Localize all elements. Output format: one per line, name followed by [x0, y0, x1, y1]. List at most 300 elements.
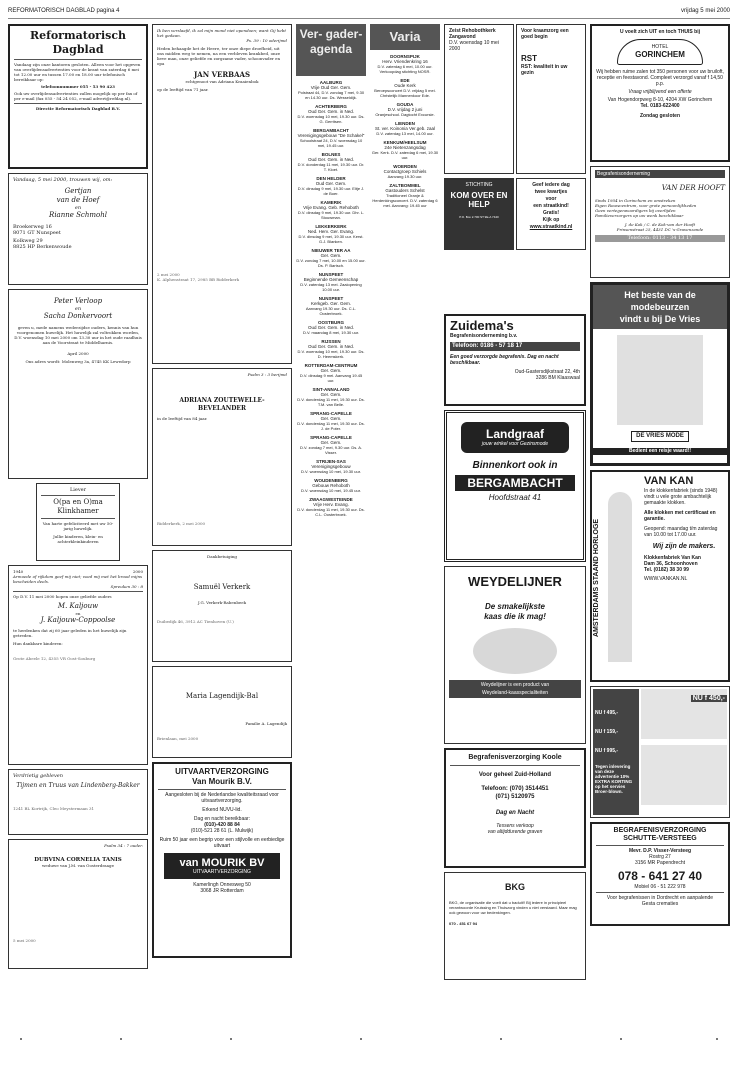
- entry-place: ROTTERDAM-CENTRUM: [304, 363, 358, 368]
- sale-left: [593, 689, 639, 815]
- list-item: [370, 121, 440, 136]
- cookware-photo: [641, 745, 727, 805]
- vk-text: In de klokkenfabriek (sinds 1948) vindt u vele grote ambachtelijk gemaakte klokken.: [644, 488, 718, 506]
- vk-name: VAN KAN: [644, 475, 694, 487]
- entry-place: SINT-ANNALAND: [312, 387, 350, 392]
- clock-image: [608, 492, 632, 662]
- vm-phone2: (010)-521 28 61 (L. Mulwijk): [190, 828, 254, 834]
- landgraaf-ad: [444, 410, 586, 562]
- crop-mark: [620, 1038, 622, 1040]
- d1-year-left: 1940: [13, 569, 24, 574]
- w1-addr1: Broekerweg 16: [13, 224, 52, 230]
- sv-mobile: Mobiel 06 - 51 222 978: [634, 884, 686, 890]
- vk-tel: Tel. (0182) 38 30 99: [644, 567, 689, 573]
- zu-quote: Een goed verzorgde begrafenis. Dag en nacht beschikbaar.: [450, 354, 559, 366]
- entry-org: Gastouders Schelst: [385, 188, 425, 193]
- straatkind-ad: [516, 178, 586, 250]
- d2-sign: 1241 BL Kortrijk, Cleo Meystermaan 31: [13, 806, 95, 811]
- list-item: [370, 164, 440, 179]
- entry-org: Beginnende Gemeenschap: [303, 277, 359, 282]
- entry-org: Verenigingsgebouw: [311, 464, 351, 469]
- d1-name2: J. Kaljouw-Coppoolse: [40, 616, 116, 624]
- d3-name: DUBVINA CORNELIA TANIS: [34, 857, 122, 863]
- sv-footer1: Voor begrafenissen in Dordrecht en aanpalende: [606, 895, 714, 901]
- vh-head: Begrafenisonderneming: [595, 170, 725, 178]
- d2-intro: Verdrietig gebleven: [13, 773, 63, 779]
- column-6: [590, 24, 730, 930]
- zu-sub: Begrafenisonderneming b.v.: [450, 333, 518, 339]
- entry-org: Ger. Gem.: [320, 440, 342, 445]
- entry-text: Traditioneel Oranje & Herdenkingsconcert. D.V. zaterdag 6 mei. Aanvang: 19.45 uur: [372, 193, 438, 208]
- d3-quote: Psalm 34 : 7 ouder.: [104, 843, 143, 848]
- bkg-tel: 070 - 451 67 94: [449, 921, 478, 926]
- vh-tel: Telefoon: 0113 - 34 13 17: [595, 235, 725, 242]
- column-agenda: [296, 24, 366, 521]
- ko-stichting: STICHTING: [465, 182, 493, 188]
- sv-city: 3156 MR Papendrecht: [634, 860, 686, 866]
- v-quote: Ik ben verslaafd, ik zal mijn mond niet opendoen; want Gij hebt het gedaan.: [157, 28, 286, 38]
- bkg-logo: BKG: [505, 882, 525, 892]
- list-item: [296, 200, 366, 220]
- list-item: [296, 272, 366, 292]
- gor-tel: Tel. 0183-622400: [640, 103, 680, 109]
- entry-text: D.V. zondag 7 mei, 10.00 en 15.00 uur. Ds. P. Bartsch.: [296, 258, 366, 268]
- entry-org: Vrije Herv. Evang.: [313, 502, 349, 507]
- list-item: [370, 140, 440, 160]
- varia-list: [370, 54, 440, 208]
- vk-web: WWW.VANKAN.NL: [644, 576, 688, 582]
- crop-mark: [716, 1038, 718, 1040]
- zeist-title: Zeist Rehobothkerk Zangavond: [449, 28, 496, 40]
- list-item: [296, 152, 366, 172]
- entry-org: Ger. Gem.: [320, 416, 342, 421]
- obituary-tanis: [8, 839, 148, 969]
- entry-org: Ned. Herv. Ger. Evang.: [307, 229, 355, 234]
- list-item: Sinds 1954 in Gorinchem en omstreken: [595, 198, 676, 203]
- gor-footer: Zondag gesloten: [640, 113, 680, 119]
- entry-text: D.V. zaterdag 13 mei. Zaaiopening 10.00 uur.: [300, 282, 362, 292]
- list-item: Eigen Rouwcentrum, voor grote persoonlijkheden: [595, 203, 697, 208]
- masthead-title: Reformatorisch Dagblad: [29, 29, 127, 56]
- w2-name1: Peter Verloop: [53, 297, 103, 305]
- wd-tag2: kaas die ik mag!: [484, 612, 546, 621]
- z-age: in de leeftijd van 84 jaar.: [157, 416, 208, 421]
- sale-p2: NU f 159,-: [595, 729, 619, 735]
- column-5: [444, 24, 586, 254]
- list-item: [296, 104, 366, 124]
- entry-org: Vrije Evang. Geb. Rehoboth: [303, 205, 359, 210]
- sv-t1: BEGRAFENISVERZORGING: [613, 827, 707, 834]
- w1-addr3: Kolkweg 29: [13, 238, 43, 244]
- entry-org: Ger. Gem.: [320, 392, 342, 397]
- list-item: [296, 363, 366, 383]
- v-name: JAN VERBAAS: [194, 70, 250, 79]
- vm-line3: Dag en nacht bereikbaar:: [193, 816, 251, 822]
- wd-name: WEYDELIJNER: [468, 574, 562, 589]
- zu-tel: Telefoon: 0186 - 57 18 17: [450, 342, 580, 351]
- vh-list: [595, 198, 725, 218]
- vm-phone1: (010)-420 88 84: [204, 822, 240, 828]
- entry-org: Ger. Gem.: [320, 368, 342, 373]
- entry-text: D.V. donderdag 11 mei, 19.30 uur. Ds. T.M. van Belle.: [297, 397, 365, 407]
- v-sub: echtgenoot van Adriana Kraaienbok: [185, 79, 259, 84]
- list-item: Familieverzorgers op uw wenk beschikbaar: [595, 213, 684, 218]
- list-item: [296, 320, 366, 335]
- column-varia: [370, 24, 440, 212]
- sk-l4: een straatkind!: [533, 203, 569, 209]
- vm-logo-block: [164, 853, 280, 879]
- entry-org: D.V. vrijdag 2 juni: [387, 107, 423, 112]
- list-item: [296, 459, 366, 474]
- liever-text: Van harte gefeliciteerd met uw 50-jarig huwelijk.: [42, 521, 114, 531]
- entry-text: D.V. dinsdag 9 mei. Aanvang 19.45 uur.: [299, 373, 363, 383]
- list-item: [296, 248, 366, 268]
- masthead-footer: Directie Reformatorisch Dagblad B.V.: [35, 106, 121, 111]
- w2-name2: Sacha Donkervoort: [43, 312, 113, 320]
- sv-street: Rostrg 27: [649, 854, 671, 860]
- gorinchem-ad: [590, 24, 730, 162]
- dv-name: DE VRIES MODE: [631, 431, 689, 442]
- entry-text: D.V. dinsdag 9 mei, 19.30 uur. Kerst. G.J. Blanken.: [298, 234, 364, 244]
- w1-name2: van de Hoef: [56, 196, 100, 204]
- gor-name: GORINCHEM: [635, 50, 685, 59]
- list-item: [370, 183, 440, 208]
- t2-sign: Familie A. Lagendijk: [245, 721, 287, 726]
- liever-name: O(pa en O)ma Klinkhamer: [53, 498, 103, 515]
- ko-line: P.O. Box 2.700 ST 9E-A 7440: [459, 215, 499, 219]
- entry-text: Schoolstraat 24, D.V. woensdag 10 mei, 19.45 uur.: [299, 138, 363, 148]
- w2-addr: Ons adres wordt: Molenweg 3a, 4745 KK Lewedorp: [25, 359, 131, 364]
- entry-place: BERGAMBACHT: [313, 128, 349, 133]
- entry-place: BOLNES: [321, 152, 341, 157]
- koole-ad: [444, 748, 586, 868]
- vm-title2: Van Mourik B.V.: [192, 777, 252, 786]
- bkg-ad: [444, 872, 586, 980]
- vm-line1: Aangesloten bij de Nederlandse kwaliteitsraad voor uitvaartverzorging.: [165, 792, 279, 804]
- vk-addr2: Dam 36, Schoonhoven: [644, 561, 698, 567]
- ko2-foot1: Tessens verkoop: [496, 823, 534, 829]
- t1-sign: J.G. Verkerk-Rabenbeek: [197, 600, 247, 605]
- entry-text: D.V. woensdag 10 mei, 19.45 uur.: [301, 488, 361, 493]
- entry-place: AALBURG: [319, 80, 343, 85]
- t1-addr: Duibedijk 46, 3912 AC Tienhoven (U.): [157, 619, 234, 624]
- sale-bold: Tegen inlevering van deze advertentie 10% EXTRA KORTING op het servies Broer-blown.: [595, 764, 633, 794]
- zu-addr2: 3286 BM Klaaswaal: [535, 375, 580, 381]
- list-item: [370, 78, 440, 98]
- liever-title: Liever: [69, 487, 87, 493]
- entry-org: Vrije Oud Ger. Gem.: [310, 85, 352, 90]
- entry-place: EDE: [400, 78, 410, 83]
- entry-place: ZALTBOMMEL: [389, 183, 421, 188]
- ko2-line: Dag en Nacht: [495, 810, 535, 816]
- v-date: 2 mei 2000: [157, 272, 180, 277]
- ko2-sub: Voor geheel Zuid-Holland: [478, 772, 552, 778]
- vk-open: Geopend: maandag t/m zaterdag van 10.00 tot 17.00 uur.: [644, 526, 718, 538]
- entry-text: D.V. donderdag 11 mei, 19.30 uur. Ds. J. de Poter.: [297, 421, 365, 431]
- sk-l3: voor: [545, 196, 557, 202]
- entry-org: Verenigingsgebouw "De Schakel": [297, 133, 365, 138]
- vk-addr1: Klokkenfabriek Van Kan: [644, 555, 701, 561]
- memorial-ad-2: [8, 769, 148, 835]
- entry-org: Contactgroep Schiels: [383, 169, 427, 174]
- v-text: Heden behaagde het de Heere, ter onze diepe droefheid, uit ons midden weg te nemen, na een verbleven krankbed, onze lieve man, onze geliefde en zorgzame vader, schoonvader en opa: [157, 46, 281, 66]
- gor-top: U voelt zich UIT en toch THUIS bij: [619, 29, 700, 35]
- sale-p1: NU f 495,-: [595, 710, 619, 716]
- zuidema-ad: [444, 314, 586, 406]
- entry-place: SPRANG-CAPELLE: [310, 435, 352, 440]
- z-date: Ridderkerk, 2 mei 2000: [157, 521, 206, 526]
- entry-org: 24e Nietenzangsdag: [384, 145, 426, 150]
- vm-logo: van MOURIK BV: [179, 857, 265, 869]
- sv-t2: SCHUTTE-VERSTEEG: [623, 835, 697, 842]
- entry-text: D.V. woensdag 10 mei, 19.30 uur.: [301, 469, 361, 474]
- agenda-list: [296, 80, 366, 517]
- thanks-lagendijk: [152, 666, 292, 758]
- zeist-sub: D.V. woensdag 10 mei 2000: [449, 40, 499, 52]
- t2-name: Maria Lagendijk-Bal: [185, 692, 259, 700]
- gor-logo: [617, 39, 703, 65]
- vk-wij: Wij zijn de makers.: [652, 543, 716, 550]
- gor-text2: Vraag vrijblijvend een offerte: [628, 89, 692, 95]
- sv-footer2: Gesta crematies: [641, 901, 679, 907]
- anniversary-ad: [36, 483, 120, 561]
- v-age: op de leeftijd van 71 jaar.: [157, 87, 209, 92]
- t1-name: Samuël Verkerk: [193, 583, 251, 591]
- w2-text: geven u, mede namens wederzijdse ouders, kennis van hun voorgenomen huwelijk. Het huwelijk zal voltrokken worden, D.V. woensdag 10 mei 2000 om 13.30 uur in het oude raadhuis aan de Voorstraat te Middelharnis.: [14, 325, 142, 345]
- rst-line1: Voor kraamzorg een goed begin: [521, 28, 569, 40]
- entry-org: Ger. Gem.: [320, 253, 342, 258]
- list-item: [296, 80, 366, 100]
- wedding-ad-2: [8, 289, 148, 479]
- z-name: ADRIANA ZOUTEWELLE-BEVELANDER: [179, 397, 265, 412]
- thanks-verkerk: [152, 550, 292, 662]
- obituary-verbaas: [152, 24, 292, 364]
- wedding-ad-1: [8, 173, 148, 285]
- ko2-tel1: Telefoon: (070) 3514451: [481, 786, 549, 792]
- gor-addr: Van Hogendorpweg 8-10, 4204 XW Gorinchem: [607, 97, 713, 103]
- devries-ad: [590, 282, 730, 466]
- sale-ad: [590, 686, 730, 818]
- sv-phone: 078 - 641 27 40: [617, 869, 703, 883]
- entry-org: Kerkgeb. Ger. Gem.: [310, 301, 352, 306]
- entry-place: NIEUWER TER AA: [311, 248, 351, 253]
- cheese-image: [473, 628, 557, 674]
- d1-ref: Spreuken 30 : 8: [110, 584, 143, 589]
- komover-ad: [444, 178, 514, 250]
- vh-sign: J. de Kok / C. de Kok-van der Hooft: [624, 222, 696, 227]
- crop-mark: [20, 1038, 22, 1040]
- w2-and: en: [74, 306, 82, 312]
- entry-org: Oud Ger. Gem. in Ned.: [307, 109, 355, 114]
- masthead-line2: Ook uw overlijdensadvertenties zullen mogelijk op per fax of per e-mail (fax 055 - 54 24 052, e-mail advert@refdag.nl).: [14, 91, 138, 101]
- entry-place: DOORNSPIJK: [390, 54, 420, 59]
- weydelijner-ad: [444, 566, 586, 744]
- d1-year-right: 2000: [132, 569, 143, 574]
- schutte-ad: [590, 822, 730, 926]
- header-left: REFORMATORISCH DAGBLAD pagina 4: [8, 8, 120, 14]
- list-item: [296, 411, 366, 431]
- vk-vertical: AMSTERDAMS STAAND HORLOGE: [593, 518, 600, 638]
- entry-place: STRIJEN-SAS: [316, 459, 346, 464]
- entry-place: WOUDENBERG: [314, 478, 348, 483]
- wd-footer1: Weydelijner is een product van: [449, 680, 581, 690]
- list-item: [296, 497, 366, 517]
- list-item: [296, 478, 366, 493]
- entry-text: D.V. woensdag 10 mei, 19.30 uur. Ds. G. Gerritsen.: [297, 114, 365, 124]
- list-item: Geen vertegenwoordigers bij overlijden: [595, 208, 676, 213]
- vm-line4: Ruim 50 jaar een begrip voor een stijlvolle en eerbiedige uitvaart: [159, 837, 285, 849]
- lg-sub: jouw winkel voor Gezinsmode: [481, 441, 549, 447]
- masthead-phone: telefoonnummer 055 - 53 90 423: [41, 84, 115, 89]
- d1-name1: M. Kaljouw: [57, 602, 99, 610]
- entry-text: D.V. zondag 7 mei, 9.30 uur. Ds. A. Visser.: [299, 445, 363, 455]
- list-item: [370, 102, 440, 117]
- w2-date: April 2000: [67, 351, 89, 356]
- entry-org: St. ver. Koinonia Ver.geb. zaal: [374, 126, 436, 131]
- entry-org: Oude Kerk: [394, 83, 416, 88]
- d2-name: Tijmen en Truus van Lindenberg-Bakker: [16, 782, 140, 789]
- list-item: [296, 176, 366, 196]
- crop-mark: [500, 1038, 502, 1040]
- entry-text: D.V. woensdag 10 mei, 19.30 uur. Ds. D. Heemskerk.: [297, 349, 365, 359]
- vm-addr1: Kamerlingh Onnesweg 50: [193, 882, 251, 888]
- list-item: [296, 435, 366, 455]
- d1-quote: Armoede of rijkdom geef mij niet; voed mij met het brood mijns bescheiden deels.: [13, 574, 143, 584]
- entry-text: D.V. dinsdag 9 mei, 19.30 uur. Dhr. L. Stouwman.: [297, 210, 365, 220]
- entry-place: RIJSSEN: [321, 339, 341, 344]
- gor-hotel: HOTEL: [651, 44, 669, 50]
- masthead-notice: [8, 24, 148, 169]
- v-addr: K. Alphenstraat 17, 2985 BB Ridderkerk: [157, 277, 240, 282]
- sk-l1: Geef iedere dag: [532, 182, 570, 188]
- entry-place: SPRANG-CAPELLE: [310, 411, 352, 416]
- t1-title: Dankbetuiging: [207, 554, 237, 559]
- w1-name1: Gertjan: [64, 187, 92, 195]
- page-header: [8, 4, 730, 19]
- vanmourik-ad: [152, 762, 292, 958]
- entry-text: D.V. zaterdag 13 mei, 14.00 uur.: [376, 131, 434, 136]
- header-right: vrijdag 5 mei 2000: [680, 8, 730, 14]
- entry-org: Oud Ger. Gem. in Ned.: [307, 344, 355, 349]
- entry-org: Oud Ger. Gem. in Ned.: [307, 325, 355, 330]
- dv-text2: vindt u bij De Vries: [619, 314, 701, 324]
- masthead-line1: Vandaag zijn onze kantoren gesloten. Alleen voor het opgeven van overlijdensadvertenties voor de krant van zaterdag 6 mei tot 12.00 uur en tussen 17.00 en 18.00 uur telefonisch bereikbaar op:: [14, 62, 141, 82]
- w1-and: en: [74, 205, 82, 211]
- list-item: [296, 296, 366, 316]
- d3-sub: weduwe van J.M. van Oosterdraage: [42, 863, 114, 868]
- sk-l5: Gratis!: [542, 210, 560, 216]
- zu-name: Zuidema's: [450, 318, 514, 333]
- varia-header: Varia: [370, 24, 440, 50]
- entry-place: LEKKERKERK: [315, 224, 347, 229]
- ko2-tel2: (071) 5120975: [495, 794, 535, 800]
- ko2-title: Begrafenisverzorging Koole: [468, 754, 562, 761]
- vm-logo-sub: UITVAARTVERZORGING: [193, 869, 251, 875]
- entry-place: GOUDA: [396, 102, 414, 107]
- entry-place: NUNSPEET: [318, 296, 344, 301]
- entry-place: KENKUM/HEELSUM: [383, 140, 427, 145]
- entry-place: DEN HELDER: [316, 176, 346, 181]
- sk-l7: www.straatkind.nl: [529, 224, 573, 230]
- entry-place: WOERDEN: [393, 164, 417, 169]
- entry-org: Oud Ger. Gem.: [315, 181, 347, 186]
- entry-place: ACHTERBERG: [315, 104, 347, 109]
- column-45: [444, 314, 586, 984]
- w1-name3: Rianne Schmohl: [49, 211, 107, 219]
- d1-kids: Hun dankbare kinderen:: [13, 641, 63, 646]
- t2-date: Brienlaan, mei 2000: [157, 736, 199, 741]
- zu-addr1: Oud-Gastersdijkstraat 22, 4th: [514, 369, 580, 375]
- entry-text: Beroepsconcert D.V. vrijdag 5 mei. Christelijk Mannenkoor Ede.: [374, 88, 436, 98]
- dv-text1: Het beste van de modebeurzen: [624, 290, 696, 312]
- crop-mark: [230, 1038, 232, 1040]
- lg-line: Binnenkort ook in: [472, 460, 558, 471]
- vm-title1: UITVAARTVERZORGING: [175, 767, 269, 776]
- d1-text2: te herdenken dat zij 60 jaar geleden in het huwelijk zijn getreden.: [13, 628, 127, 638]
- vanderhooft-ad: [590, 166, 730, 278]
- entry-place: OOSTBURG: [317, 320, 344, 325]
- list-item: [296, 224, 366, 244]
- w1-date: Vandaag, 5 mei 2000, trouwen wij, om:: [13, 177, 113, 183]
- rst-line2: RST: kwaliteit in uw gezin: [521, 64, 568, 76]
- entry-text: D.V. donderdag 11 mei, 19.30 uur. Dr. T. Kloet.: [297, 162, 365, 172]
- sk-l6: Kijk op: [542, 217, 560, 223]
- column-1: [8, 24, 148, 973]
- entry-org: Gebouw Rehoboth: [312, 483, 350, 488]
- agenda-header: Ver- gader- agenda: [296, 24, 366, 76]
- wd-footer2: Weydeland-kaasspecialiteiten: [449, 690, 581, 698]
- vk-bold: Alle klokken met certificaat en garantie.: [644, 510, 716, 522]
- sale-p4: NU f 450,-: [692, 695, 725, 702]
- obituary-zoutewelle: [152, 368, 292, 546]
- d1-text: Op D.V. 11 mei 2000 hopen onze geliefde ouders: [13, 594, 112, 599]
- sv-person: Mevr. D.P. Visser-Versteeg: [628, 848, 692, 854]
- d1-sign: Grote Abeele 12, 4355 VR Oost-Souburg: [13, 656, 96, 661]
- wd-tag1: De smakelijkste: [484, 602, 546, 611]
- ko-big: KOM OVER EN HELP: [450, 191, 508, 209]
- entry-text: Polstraat 44, D.V. zondag 7 mei, 9.30 en 14.30 uur. Ds. Wesseldijk.: [297, 90, 365, 100]
- dv-head-block: [593, 285, 727, 329]
- d1-and: en: [75, 611, 81, 616]
- entry-text: Oranjeschool. Dagtocht Excursie.: [375, 112, 435, 117]
- ko2-foot2: van altijddurende graven: [487, 829, 543, 835]
- rst-ad: [516, 24, 586, 174]
- crop-mark: [360, 1038, 362, 1040]
- vh-name: VAN DER HOOFT: [661, 184, 725, 192]
- list-item: [296, 387, 366, 407]
- vh-addr: Prinsenstraat 25, 4431 DC 's-Gravenzande: [616, 227, 704, 232]
- column-2: [152, 24, 292, 962]
- list-item: [296, 339, 366, 359]
- entry-text: Aanvang 19.30 uur. Ds. C.L. Oosterbroek.: [305, 306, 357, 316]
- dv-footer: Bedient een reisje waard!!: [593, 448, 727, 455]
- z-quote: Psalm 3 : 3 berijmd: [247, 372, 287, 377]
- fashion-photo: [617, 335, 703, 425]
- gor-text: Wij hebben ruime zalen tot 350 personen voor uw bruiloft, receptie en feestavond. Compleet verzorgd vanaf f 14,50 p.p.: [596, 69, 724, 87]
- memorial-ad-1: [8, 565, 148, 765]
- entry-text: D.V. maandag 8 mei, 19.30 uur.: [302, 330, 360, 335]
- entry-place: ZWAAGWESTEINDE: [309, 497, 353, 502]
- sk-l2: twee kwartjes: [534, 189, 568, 195]
- w1-addr4: 8825 HP Berkenwoude: [13, 244, 72, 250]
- entry-org: Oud Ger. Gem. in Ned.: [307, 157, 355, 162]
- vankan-ad: [590, 470, 730, 682]
- v-ref: Ps. 39 : 10 oderijmd: [246, 38, 287, 43]
- vm-addr2: 3068 JR Rotterdam: [200, 888, 244, 894]
- entry-text: Aanvang 19.30 uur.: [387, 174, 423, 179]
- rst-logo: RST: [521, 54, 537, 63]
- list-item: [370, 54, 440, 74]
